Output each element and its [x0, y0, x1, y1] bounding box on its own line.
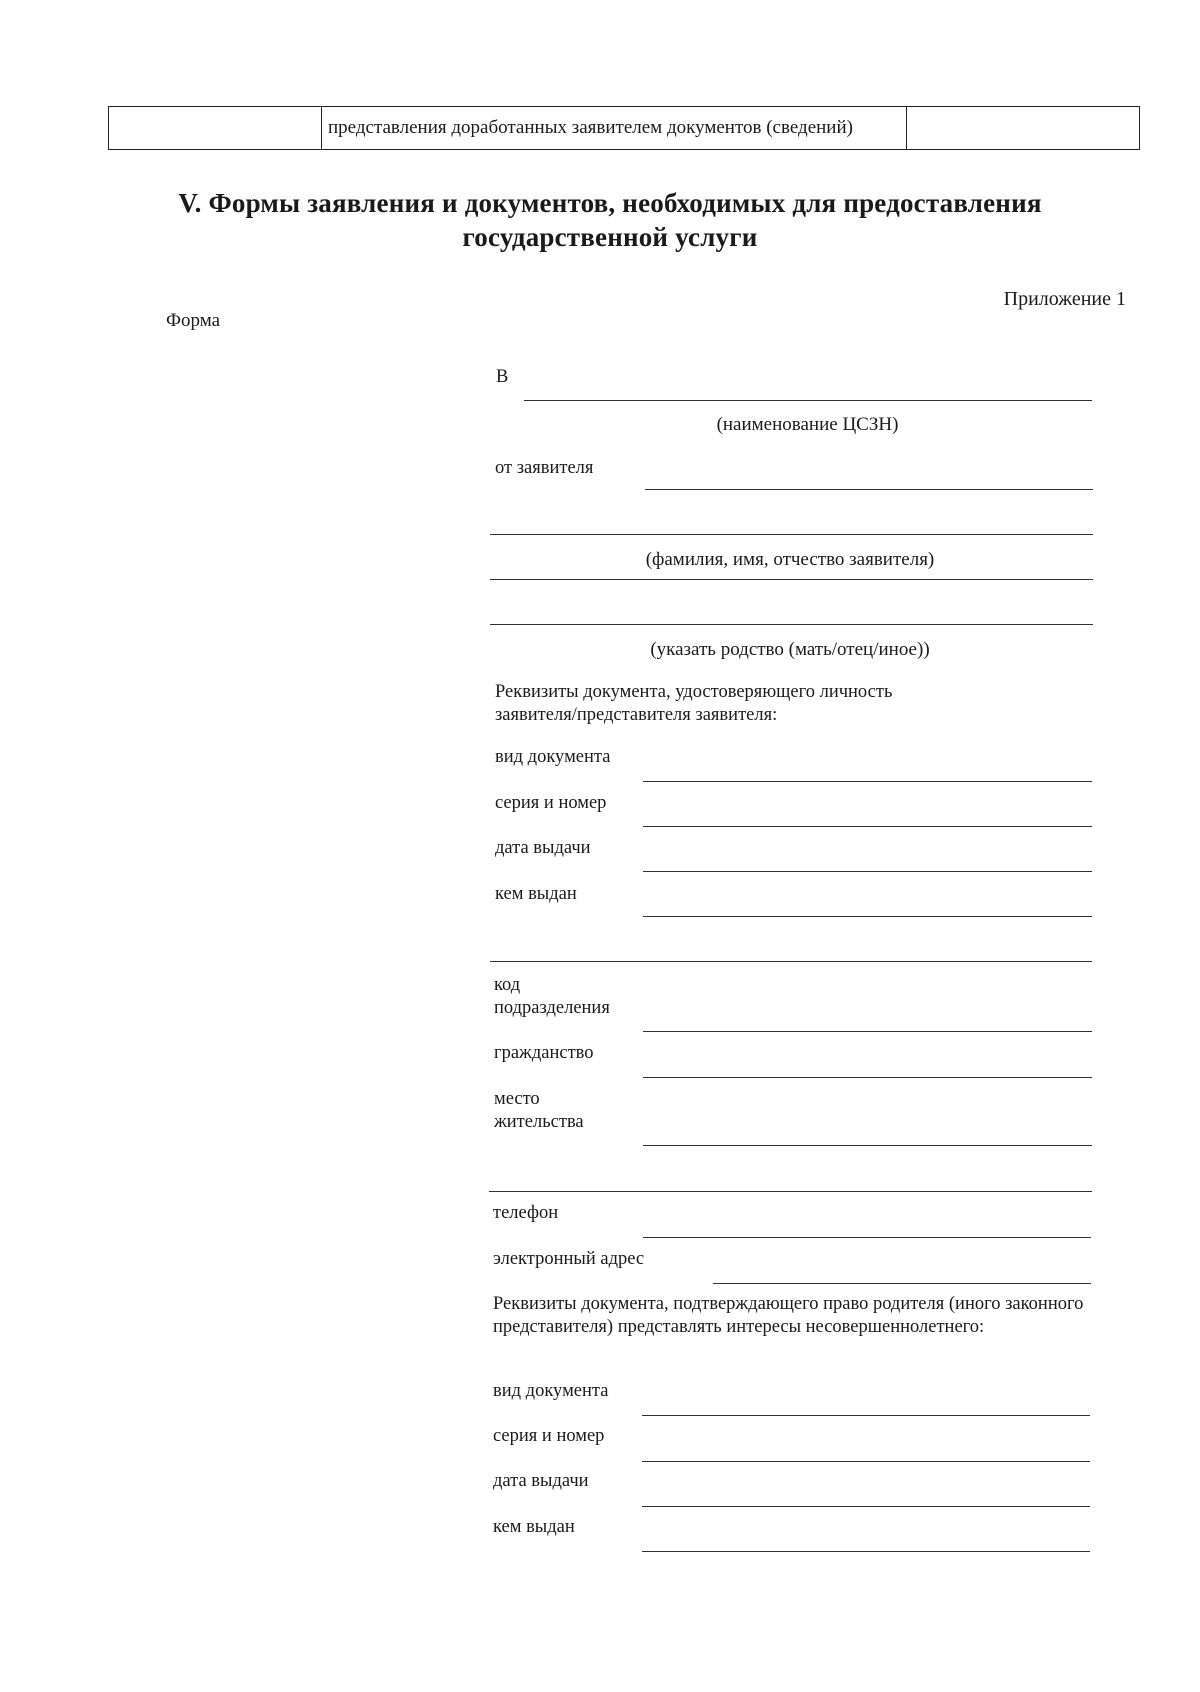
- id-doc-heading: Реквизиты документа, удостоверяющего личность заявителя/представителя заявителя:: [495, 682, 893, 725]
- rep-doc-type-label: вид документа: [493, 1381, 609, 1401]
- id-doc-type-label: вид документа: [495, 747, 611, 767]
- rep-doc-date-label: дата выдачи: [493, 1471, 589, 1491]
- section-title-line-2: государственной услуги: [462, 222, 758, 252]
- to-field-line[interactable]: [524, 400, 1092, 401]
- from-field-line-2[interactable]: [490, 534, 1093, 535]
- rep-doc-issuer-line[interactable]: [642, 1551, 1090, 1552]
- rep-doc-heading: Реквизиты документа, подтверждающего право родителя (иного законного представителя) представлять интересы несовершеннолетнего:: [493, 1294, 1084, 1337]
- phone-line[interactable]: [643, 1237, 1091, 1238]
- id-doc-date-line[interactable]: [643, 871, 1092, 872]
- id-doc-series-line[interactable]: [643, 826, 1092, 827]
- residence-label: место жительства: [494, 1089, 584, 1132]
- relation-field-line-1[interactable]: [490, 579, 1093, 580]
- id-doc-date-label: дата выдачи: [495, 838, 591, 858]
- appendix-label: Приложение 1: [1003, 288, 1126, 310]
- rep-doc-series-label: серия и номер: [493, 1426, 605, 1446]
- id-doc-series-label: серия и номер: [495, 793, 607, 813]
- rep-doc-type-line[interactable]: [642, 1415, 1090, 1416]
- top-table-cell-1: [109, 107, 322, 149]
- email-line[interactable]: [713, 1283, 1091, 1284]
- form-label: Форма: [166, 310, 221, 331]
- division-code-label: код подразделения: [494, 975, 610, 1018]
- residence-line-2[interactable]: [489, 1191, 1092, 1192]
- from-label: от заявителя: [495, 458, 594, 478]
- email-label: электронный адрес: [493, 1249, 645, 1269]
- citizenship-label: гражданство: [494, 1043, 594, 1063]
- division-code-line[interactable]: [643, 1031, 1092, 1032]
- id-doc-issuer-line-2[interactable]: [490, 961, 1092, 962]
- top-table-cell-2: представления доработанных заявителем документов (сведений): [322, 107, 907, 149]
- citizenship-line[interactable]: [643, 1077, 1092, 1078]
- id-doc-type-line[interactable]: [643, 781, 1092, 782]
- top-table-cell-3: [907, 107, 1139, 149]
- phone-label: телефон: [493, 1203, 559, 1223]
- id-doc-issuer-line[interactable]: [643, 916, 1092, 917]
- top-table: [108, 106, 1140, 150]
- to-caption: (наименование ЦСЗН): [716, 414, 899, 435]
- rep-doc-issuer-label: кем выдан: [493, 1517, 575, 1537]
- section-title: [100, 186, 1120, 254]
- relation-field-line-2[interactable]: [490, 624, 1093, 625]
- id-doc-issuer-label: кем выдан: [495, 884, 577, 904]
- to-label: В: [496, 367, 509, 387]
- rep-doc-date-line[interactable]: [642, 1506, 1090, 1507]
- section-title-line-1: V. Формы заявления и документов, необходимых для предоставления: [178, 188, 1042, 218]
- rep-doc-series-line[interactable]: [642, 1461, 1090, 1462]
- name-caption: (фамилия, имя, отчество заявителя): [645, 549, 935, 570]
- from-field-line[interactable]: [645, 489, 1093, 490]
- relation-caption: (указать родство (мать/отец/иное)): [650, 639, 930, 660]
- residence-line[interactable]: [643, 1145, 1092, 1146]
